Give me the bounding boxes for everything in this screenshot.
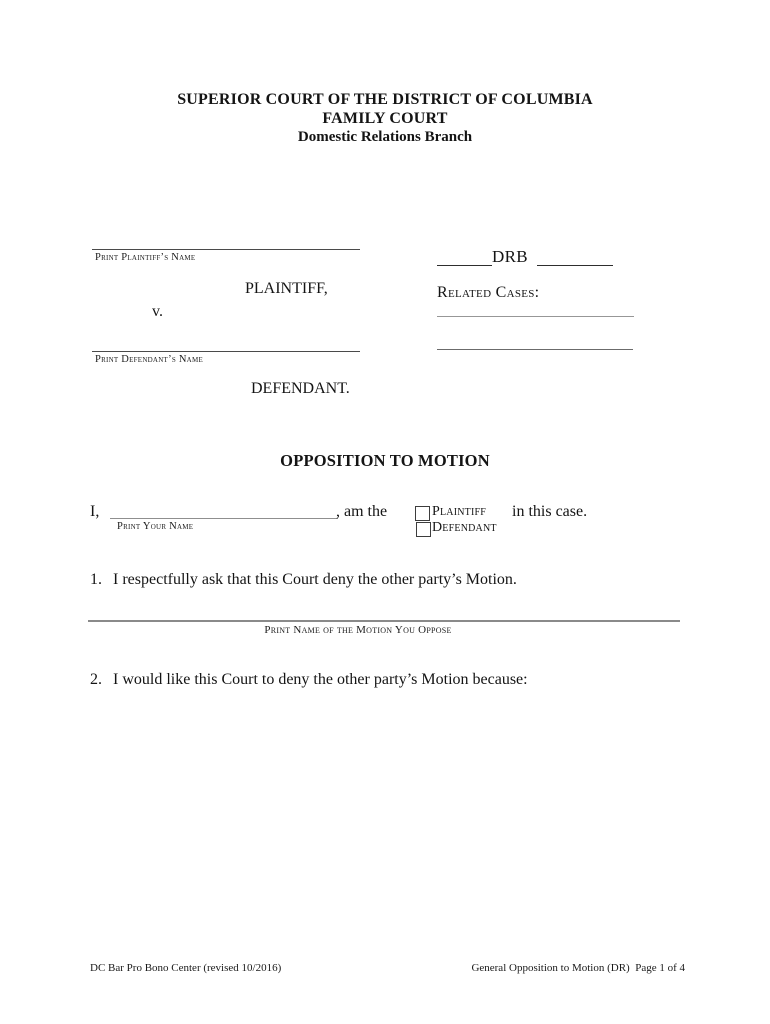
defendant-name-field[interactable] (92, 351, 360, 352)
defendant-role-label: DEFENDANT. (251, 380, 350, 397)
motion-name-label: Print Name of the Motion You Oppose (264, 624, 452, 636)
plaintiff-checkbox-label: Plaintiff (432, 504, 487, 519)
court-name: SUPERIOR COURT OF THE DISTRICT OF COLUMBIA (177, 91, 593, 108)
plaintiff-role-label: PLAINTIFF, (245, 280, 328, 297)
related-case-field-2[interactable] (437, 349, 633, 350)
case-number-field[interactable] (537, 247, 613, 266)
item-2-text: I would like this Court to deny the other party’s Motion because: (113, 671, 528, 688)
identity-tail: in this case. (512, 503, 588, 520)
footer-source: DC Bar Pro Bono Center (revised 10/2016) (90, 962, 282, 974)
item-2-number: 2. (90, 671, 102, 688)
plaintiff-name-label: Print Plaintiff’s Name (95, 252, 196, 263)
identity-lead: I, (90, 503, 100, 520)
versus-label: v. (152, 303, 163, 320)
court-branch: Domestic Relations Branch (297, 129, 473, 145)
document-title: OPPOSITION TO MOTION (280, 451, 490, 470)
plaintiff-name-field[interactable] (92, 249, 360, 250)
case-number-row (437, 247, 613, 266)
motion-name-field[interactable] (88, 620, 680, 622)
court-division: FAMILY COURT (322, 110, 448, 127)
item-1 (90, 571, 517, 589)
footer-page-info: General Opposition to Motion (DR) Page 1 of 4 (471, 962, 685, 974)
defendant-checkbox-label: Defendant (432, 520, 497, 535)
related-cases-label: Related Cases: (437, 284, 540, 301)
drb-label: DRB (492, 247, 528, 266)
court-header (0, 90, 770, 147)
related-case-field-1[interactable] (437, 316, 634, 317)
identity-am-the: , am the (336, 503, 388, 520)
your-name-label: Print Your Name (117, 521, 194, 532)
defendant-checkbox[interactable] (416, 522, 431, 537)
your-name-field[interactable] (110, 518, 338, 519)
defendant-name-label: Print Defendant’s Name (95, 354, 203, 365)
case-number-prefix-field[interactable] (437, 247, 492, 266)
plaintiff-checkbox[interactable] (415, 506, 430, 521)
item-2 (90, 671, 528, 689)
item-1-text: I respectfully ask that this Court deny the other party’s Motion. (113, 571, 517, 588)
item-1-number: 1. (90, 571, 102, 588)
